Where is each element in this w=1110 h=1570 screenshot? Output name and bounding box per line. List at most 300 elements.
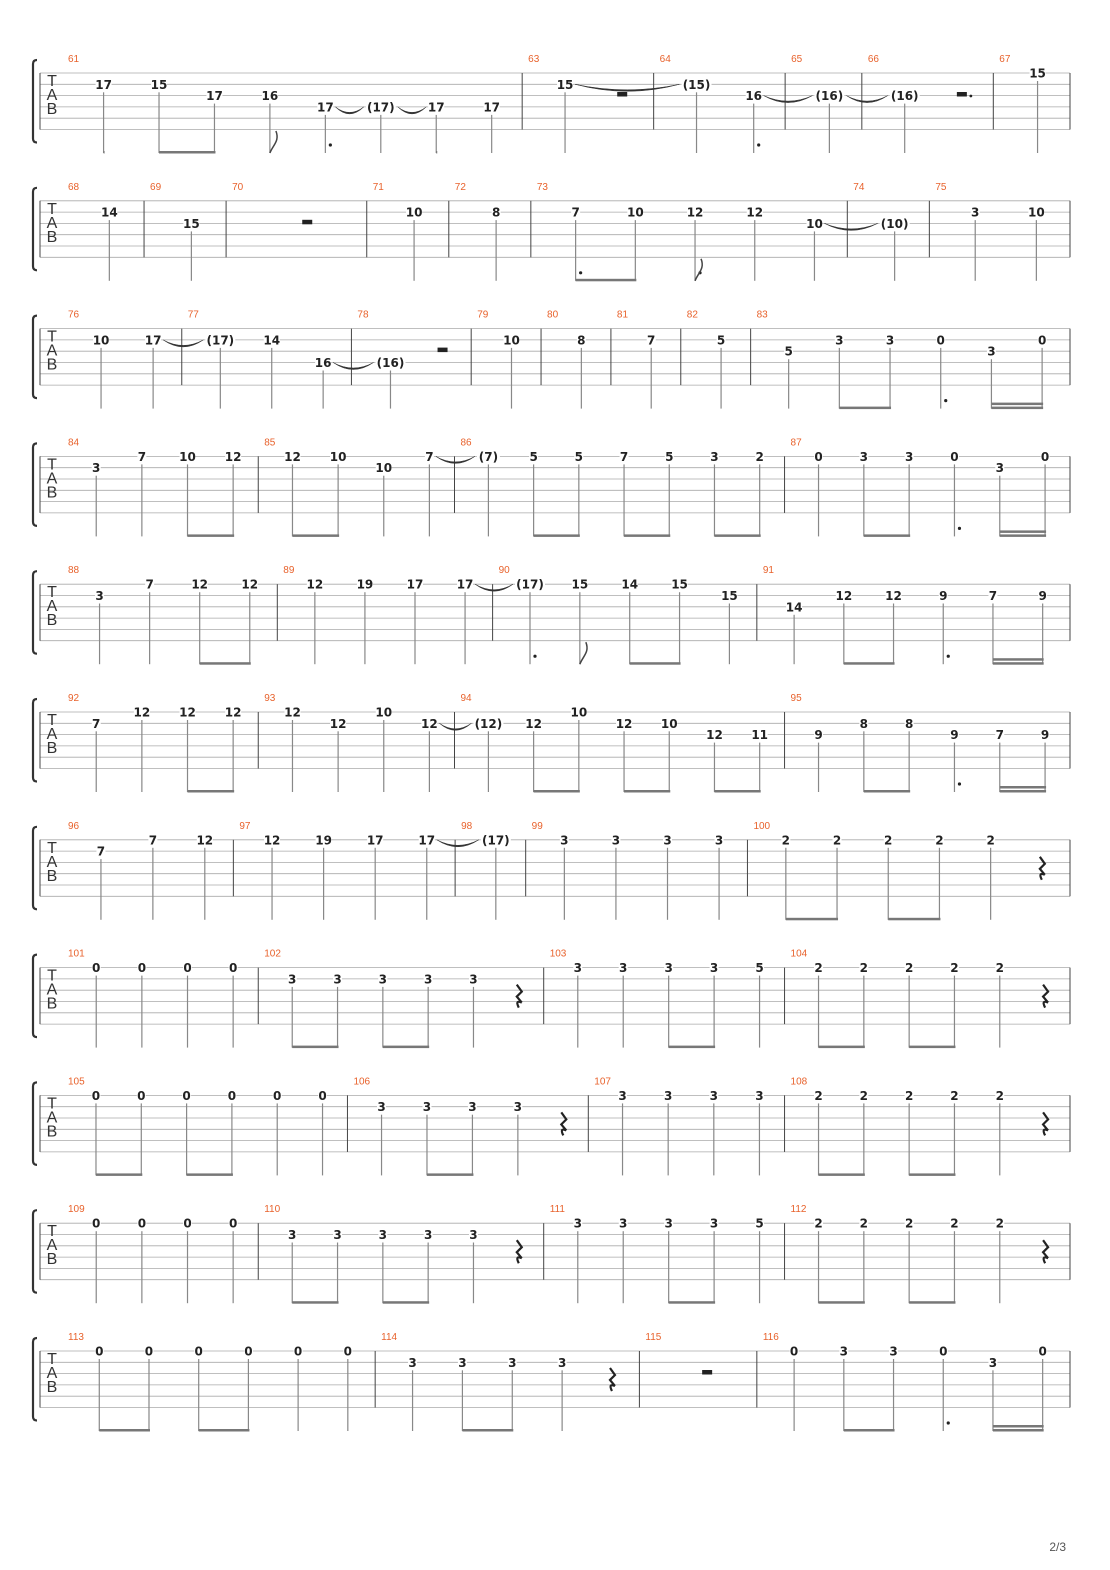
fret-number: 7 (92, 716, 101, 731)
beam (991, 407, 1043, 410)
tab-clef-letter: T (47, 1223, 57, 1241)
fret-number: 17 (456, 577, 474, 592)
tie-arc (764, 96, 813, 103)
fret-number: 3 (611, 833, 621, 848)
fret-number: 10 (179, 449, 196, 464)
fret-number: 3 (709, 1216, 719, 1231)
fret-number: 5 (665, 449, 674, 464)
fret-number: 2 (950, 961, 959, 976)
beam (383, 1046, 429, 1049)
measure-number: 86 (460, 437, 472, 449)
measure-number: 61 (68, 54, 80, 65)
measure-number: 65 (791, 54, 803, 65)
fret-number: 12 (615, 716, 633, 731)
fret-number: 0 (91, 1088, 101, 1103)
fret-number: 17 (366, 833, 384, 848)
system-bracket (33, 188, 37, 270)
fret-number: 0 (144, 1344, 154, 1359)
measure-number: 106 (353, 1076, 371, 1088)
beam (839, 407, 891, 410)
fret-number: 3 (468, 1100, 477, 1115)
fret-number: 12 (706, 728, 723, 743)
beam (1000, 530, 1046, 533)
fret-number: 12 (241, 577, 259, 592)
fret-number: 12 (263, 833, 281, 848)
beam (1000, 534, 1046, 537)
fret-number: 0 (273, 1088, 282, 1103)
tab-clef-letter: A (46, 214, 58, 232)
fret-number: 3 (885, 333, 895, 348)
tab-clef-letter: B (46, 740, 58, 757)
beam (436, 151, 437, 154)
fret-number: 2 (904, 961, 914, 976)
fret-number: 0 (1040, 449, 1050, 464)
fret-number: 2 (935, 833, 944, 848)
fret-number: 12 (835, 589, 853, 603)
fret-number: 0 (293, 1344, 303, 1359)
beam (534, 534, 580, 537)
measure-number: 72 (454, 181, 466, 193)
tie-arc (333, 363, 373, 370)
fret-number: 12 (686, 205, 704, 220)
tab-clef-letter: B (46, 995, 58, 1013)
note-flag (695, 259, 702, 281)
fret-number: 2 (950, 1216, 959, 1231)
half-rest (438, 348, 448, 353)
fret-number: 17 (427, 100, 445, 115)
fret-number: 3 (95, 589, 104, 603)
beam (99, 1429, 150, 1432)
beam (819, 1046, 865, 1049)
measure-number: 67 (999, 54, 1011, 65)
measure-number: 83 (756, 309, 768, 321)
tab-clef-letter: T (47, 584, 57, 602)
tab-clef-letter: T (47, 712, 57, 729)
quarter-rest (1043, 1112, 1048, 1135)
measure-number: 112 (790, 1204, 807, 1216)
fret-number: 3 (995, 461, 1004, 476)
rhythm-dot (533, 655, 536, 658)
fret-number: 0 (939, 1344, 948, 1359)
note-flag (580, 642, 587, 664)
quarter-rest (517, 985, 522, 1008)
fret-number: 2 (995, 1216, 1004, 1231)
tie-arc (575, 84, 679, 91)
fret-number: 3 (423, 972, 433, 987)
fret-number: 2 (781, 833, 791, 848)
fret-number: 2 (904, 1088, 914, 1103)
fret-number: 7 (137, 449, 147, 464)
tab-clef-letter: B (46, 612, 58, 630)
fret-number: 7 (145, 577, 154, 592)
fret-number: 7 (647, 333, 656, 348)
fret-number: (7) (478, 449, 499, 464)
beam (534, 790, 580, 793)
measure-number: 109 (68, 1204, 85, 1216)
fret-number: 12 (421, 716, 438, 731)
fret-number: 17 (144, 333, 162, 348)
fret-number: 3 (709, 961, 719, 976)
fret-number: 0 (936, 333, 945, 348)
fret-number: 3 (714, 833, 724, 848)
tab-system (33, 565, 1070, 665)
fret-number: 5 (755, 1216, 764, 1231)
measure-number: 96 (68, 820, 80, 832)
measure-number: 102 (264, 948, 281, 960)
fret-number: 7 (988, 589, 998, 603)
fret-number: 3 (560, 833, 569, 848)
measure-number: 80 (547, 309, 559, 321)
fret-number: 0 (183, 961, 192, 976)
system-bracket (33, 571, 37, 654)
beam (714, 534, 760, 537)
beam (187, 1173, 233, 1176)
fret-number: 2 (950, 1088, 959, 1103)
beam (96, 1173, 142, 1176)
fret-number: 3 (663, 1088, 673, 1103)
fret-number: 9 (814, 728, 823, 743)
tab-clef-letter: B (46, 1251, 58, 1269)
beam (993, 1425, 1044, 1428)
measure-number: 84 (68, 437, 80, 449)
measure-number: 103 (549, 948, 567, 960)
fret-number: 0 (950, 449, 959, 464)
system-bracket (33, 443, 37, 526)
measure-number: 71 (372, 181, 384, 193)
beam (991, 403, 1043, 406)
fret-number: 0 (1037, 333, 1047, 348)
fret-number: 3 (619, 961, 628, 976)
fret-number: 12 (284, 449, 301, 464)
fret-number: 5 (574, 449, 584, 464)
fret-number: 12 (885, 589, 902, 603)
measure-number: 64 (659, 54, 671, 65)
measure-number: 108 (790, 1076, 808, 1088)
half-rest (617, 92, 627, 97)
tie-arc (824, 223, 877, 230)
tab-clef-letter: B (46, 228, 58, 246)
fret-number: 0 (182, 1088, 191, 1103)
fret-number: 10 (329, 449, 347, 464)
tab-clef-letter: B (46, 867, 58, 885)
fret-number: 3 (664, 1216, 673, 1231)
tab-clef-letter: B (46, 1123, 58, 1141)
fret-number: 5 (529, 449, 538, 464)
fret-number: 7 (619, 449, 629, 464)
beam (462, 1429, 513, 1432)
fret-number: 3 (378, 972, 388, 987)
fret-number: 0 (137, 1216, 147, 1231)
fret-number: 10 (660, 716, 678, 731)
measure-number: 107 (594, 1076, 611, 1088)
fret-number: 15 (556, 77, 574, 92)
fret-number: 10 (375, 705, 393, 720)
beam (292, 1046, 338, 1049)
fret-number: 3 (557, 1355, 567, 1370)
fret-number: (17) (516, 577, 544, 592)
fret-number: 3 (458, 1355, 467, 1370)
tab-clef-letter: A (46, 87, 58, 104)
measure-number: 66 (867, 54, 879, 65)
fret-number: 17 (206, 89, 223, 104)
rhythm-dot (958, 527, 961, 530)
fret-number: 3 (709, 1088, 718, 1103)
beam (669, 1301, 715, 1304)
fret-number: 0 (183, 1216, 192, 1231)
measure-number: 70 (232, 181, 244, 193)
beam (104, 151, 105, 154)
measure-number: 87 (790, 437, 802, 449)
measure-number: 115 (645, 1332, 662, 1343)
fret-number: 5 (784, 344, 793, 359)
fret-number: 3 (513, 1100, 523, 1115)
fret-number: 3 (92, 461, 101, 476)
tab-clef-letter: A (46, 981, 58, 999)
fret-number: 9 (939, 589, 948, 603)
fret-number: 3 (988, 1355, 998, 1370)
tab-system (33, 949, 1070, 1049)
measure-number: 73 (536, 181, 548, 193)
beam (624, 790, 670, 793)
tab-clef-letter: A (46, 1109, 58, 1127)
tab-clef-letter: T (47, 456, 57, 474)
fret-number: (16) (376, 356, 405, 370)
fret-number: 0 (194, 1344, 203, 1359)
fret-number: 14 (621, 577, 639, 592)
fret-number: 3 (408, 1355, 417, 1370)
measure-number: 101 (68, 948, 85, 960)
note-flag (270, 131, 277, 153)
fret-number: 3 (377, 1100, 386, 1115)
beam (993, 658, 1044, 661)
fret-number: 0 (227, 1088, 237, 1103)
fret-number: 15 (1029, 66, 1046, 81)
fret-number: 3 (664, 961, 673, 976)
fret-number: 15 (150, 77, 168, 92)
beam (909, 1301, 955, 1304)
rhythm-dot (579, 271, 582, 274)
fret-number: 0 (95, 1344, 104, 1359)
fret-number: 3 (835, 333, 844, 348)
fret-number: 0 (789, 1344, 799, 1359)
fret-number: 8 (577, 333, 586, 348)
measure-number: 116 (762, 1332, 779, 1343)
measure-number: 79 (477, 309, 489, 321)
beam (864, 790, 910, 793)
fret-number: 3 (889, 1344, 898, 1359)
fret-number: (17) (366, 100, 395, 115)
quarter-rest (561, 1112, 566, 1135)
fret-number: 2 (814, 961, 823, 976)
fret-number: 10 (570, 705, 588, 720)
fret-number: 3 (378, 1228, 388, 1242)
beam (669, 1046, 715, 1049)
beam (864, 534, 910, 537)
measure-number: 81 (616, 309, 629, 321)
system-bracket (33, 827, 37, 910)
fret-number: 0 (228, 1216, 238, 1231)
quarter-rest (517, 1240, 522, 1263)
fret-number: 17 (418, 833, 436, 848)
tab-clef-letter: A (46, 470, 58, 488)
tie-arc (437, 840, 479, 847)
measure-number: 97 (239, 820, 251, 832)
measure-number: 93 (264, 693, 276, 704)
tab-clef-letter: B (46, 484, 58, 502)
tie-arc (436, 456, 475, 463)
tab-clef-letter: A (46, 1365, 58, 1382)
beam (993, 662, 1044, 665)
fret-number: 3 (904, 449, 914, 464)
fret-number: 3 (839, 1344, 849, 1359)
fret-number: 10 (92, 333, 110, 348)
tab-clef-letter: A (46, 598, 58, 616)
tie-arc (475, 584, 513, 591)
fret-number: 17 (95, 77, 112, 92)
fret-number: 3 (619, 1216, 628, 1231)
beam (909, 1046, 955, 1049)
measure-number: 100 (753, 820, 771, 832)
tab-clef-letter: B (46, 101, 58, 118)
fret-number: 0 (1038, 1344, 1047, 1359)
measure-number: 68 (68, 181, 80, 193)
tab-clef-letter: T (47, 1095, 57, 1113)
fret-number: 12 (284, 705, 301, 720)
fret-number: 3 (333, 972, 342, 987)
fret-number: (12) (474, 716, 503, 731)
measure-number: 105 (68, 1076, 85, 1088)
fret-number: 3 (971, 205, 980, 220)
fret-number: 8 (491, 205, 501, 220)
beam (624, 534, 670, 537)
beam (844, 662, 895, 665)
quarter-rest (1040, 857, 1045, 880)
fret-number: 0 (228, 961, 238, 976)
fret-number: 17 (317, 100, 334, 115)
half-rest (957, 92, 967, 97)
fret-number: 12 (196, 833, 214, 848)
fret-number: 15 (671, 577, 688, 592)
fret-number: 12 (191, 577, 209, 592)
beam (188, 534, 235, 537)
beam (576, 279, 637, 282)
fret-number: 10 (405, 205, 423, 220)
fret-number: 7 (995, 728, 1004, 743)
fret-number: 16 (261, 89, 279, 104)
measure-number: 92 (68, 693, 80, 704)
fret-number: 12 (179, 705, 196, 720)
fret-number: 12 (525, 716, 542, 731)
beam (819, 1173, 865, 1176)
measure-number: 95 (790, 693, 802, 704)
tab-clef-letter: A (46, 853, 58, 871)
fret-number: 0 (137, 961, 147, 976)
fret-number: 2 (859, 1216, 869, 1231)
fret-number: 7 (571, 205, 580, 220)
fret-number: 15 (721, 589, 738, 603)
measure-number: 104 (790, 948, 808, 960)
fret-number: 7 (96, 844, 106, 859)
measure-number: 111 (549, 1204, 565, 1216)
fret-number: 8 (859, 716, 869, 731)
measure-number: 69 (150, 181, 162, 193)
measure-number: 74 (853, 181, 865, 193)
fret-number: 17 (406, 577, 424, 592)
tie-arc (163, 340, 203, 347)
beam (427, 1173, 473, 1176)
measure-number: 90 (498, 565, 510, 577)
system-bracket (33, 1082, 37, 1165)
measure-number: 99 (531, 820, 543, 832)
fret-number: 3 (333, 1228, 342, 1242)
tab-system (33, 1076, 1070, 1176)
fret-number: 9 (1038, 589, 1047, 603)
tab-clef-letter: T (47, 967, 57, 985)
fret-number: 0 (92, 961, 101, 976)
fret-number: 2 (995, 1088, 1004, 1103)
half-rest (702, 1370, 712, 1375)
measure-number: 110 (264, 1204, 281, 1216)
fret-number: 14 (785, 600, 803, 615)
tie-arc (335, 107, 363, 114)
beam (630, 662, 681, 665)
fret-number: 15 (571, 577, 589, 592)
beam (188, 790, 235, 793)
fret-number: 3 (469, 972, 478, 987)
fret-number: 19 (315, 833, 332, 848)
fret-number: 12 (224, 705, 242, 720)
measure-number: 113 (68, 1332, 84, 1343)
fret-number: 17 (483, 100, 501, 115)
fret-number: 2 (859, 1088, 869, 1103)
measure-number: 76 (68, 309, 80, 321)
fret-number: (17) (481, 833, 510, 848)
rhythm-dot (947, 1421, 950, 1424)
system-bracket (33, 1338, 37, 1421)
fret-number: 10 (626, 205, 644, 220)
fret-number: 3 (288, 972, 297, 987)
tab-clef-letter: T (47, 200, 57, 218)
fret-number: 12 (329, 716, 347, 731)
measure-number: 75 (935, 181, 947, 193)
beam (909, 1173, 955, 1176)
tab-clef-letter: B (46, 356, 58, 374)
quarter-rest (1043, 1240, 1048, 1263)
tab-system (33, 54, 1070, 154)
tab-clef-letter: A (46, 342, 58, 360)
fret-number: 3 (288, 1228, 297, 1242)
fret-number: 3 (573, 1216, 582, 1231)
tie-arc (398, 107, 426, 114)
measure-number: 89 (283, 565, 295, 577)
tab-clef-letter: T (47, 1351, 57, 1368)
fret-number: 9 (1040, 728, 1050, 743)
measure-number: 114 (381, 1332, 398, 1343)
fret-number: 14 (100, 205, 118, 220)
fret-number: 0 (92, 1216, 101, 1231)
fret-number: 15 (183, 216, 200, 231)
fret-number: 3 (859, 449, 869, 464)
fret-number: 2 (832, 833, 842, 848)
tab-clef-letter: A (46, 726, 58, 743)
tab-system (33, 437, 1070, 537)
fret-number: 9 (950, 728, 959, 743)
measure-number: 82 (686, 309, 698, 321)
fret-number: (16) (890, 89, 919, 104)
fret-number: 3 (618, 1088, 627, 1103)
fret-number: 16 (745, 89, 763, 104)
half-rest (302, 220, 312, 225)
